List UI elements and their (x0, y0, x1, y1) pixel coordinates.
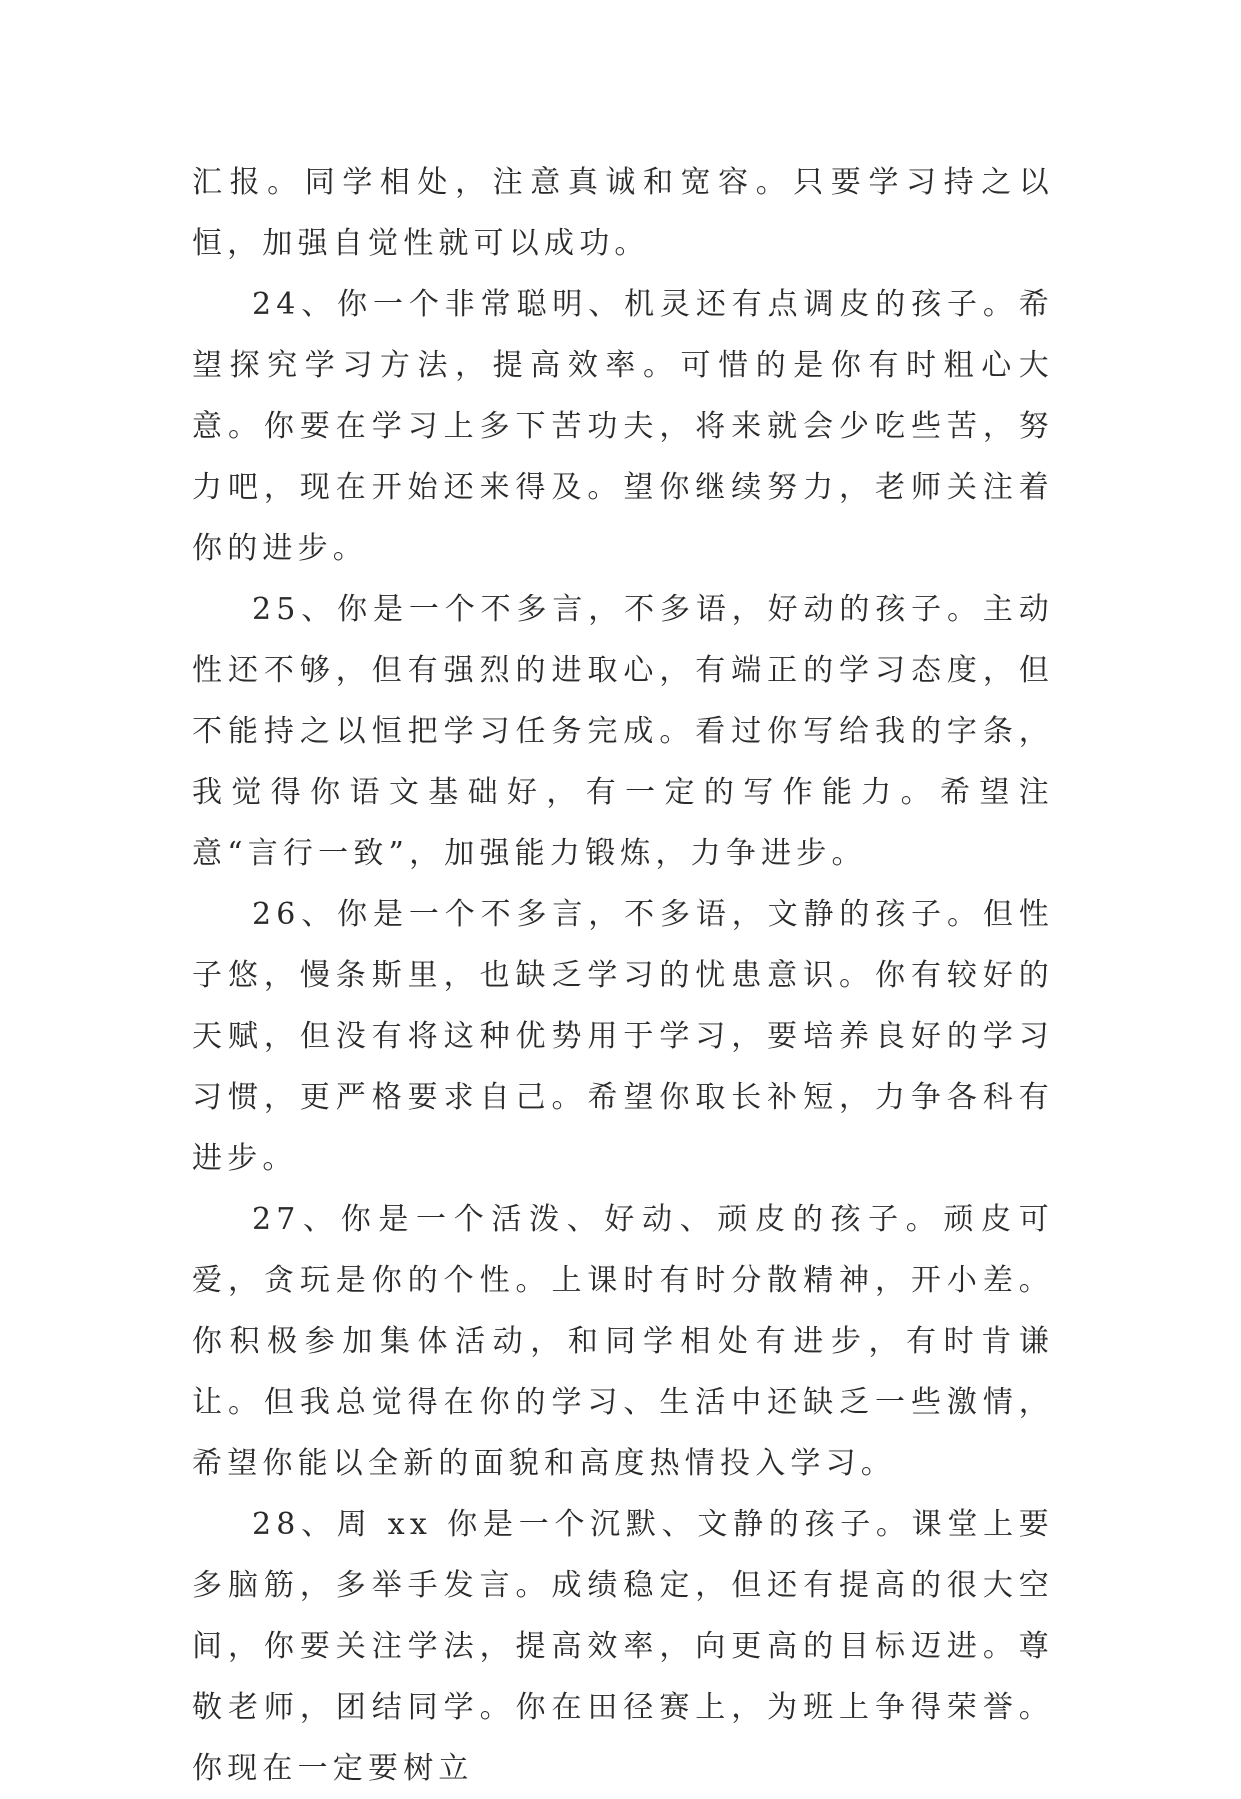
paragraph-comment-28: 28、周 xx 你是一个沉默、文静的孩子。课堂上要多脑筋，多举手发言。成绩稳定，但还有提高的很大空间，你要关注学法，提高效率，向更高的目标迈进。尊敬老师，团结同学。你在田径赛上，为班上争得荣誉。你现在一定要树立 (192, 1507, 1054, 1786)
paragraph-comment-24: 24、你一个非常聪明、机灵还有点调皮的孩子。希望探究学习方法，提高效率。可惜的是你有时粗心大意。你要在学习上多下苦功夫，将来就会少吃些苦，努力吧，现在开始还来得及。望你继续努力，老师关注着你的进步。 (192, 287, 1054, 566)
paragraph-comment-26: 26、你是一个不多言，不多语，文静的孩子。但性子悠，慢条斯里，也缺乏学习的忧患意识。你有较好的天赋，但没有将这种优势用于学习，要培养良好的学习习惯，更严格要求自己。希望你取长补短，力争各科有进步。 (192, 897, 1054, 1176)
document-body (192, 152, 1054, 1799)
paragraph-continuation: 汇报。同学相处，注意真诚和宽容。只要学习持之以恒，加强自觉性就可以成功。 (192, 165, 1054, 261)
paragraph-comment-25: 25、你是一个不多言，不多语，好动的孩子。主动性还不够，但有强烈的进取心，有端正的学习态度，但不能持之以恒把学习任务完成。看过你写给我的字条，我觉得你语文基础好，有一定的写作能力。希望注意“言行一致”，加强能力锻炼，力争进步。 (192, 592, 1054, 871)
paragraph-comment-27: 27、你是一个活泼、好动、顽皮的孩子。顽皮可爱，贪玩是你的个性。上课时有时分散精神，开小差。你积极参加集体活动，和同学相处有进步，有时肯谦让。但我总觉得在你的学习、生活中还缺乏一些激情，希望你能以全新的面貌和高度热情投入学习。 (192, 1202, 1054, 1481)
